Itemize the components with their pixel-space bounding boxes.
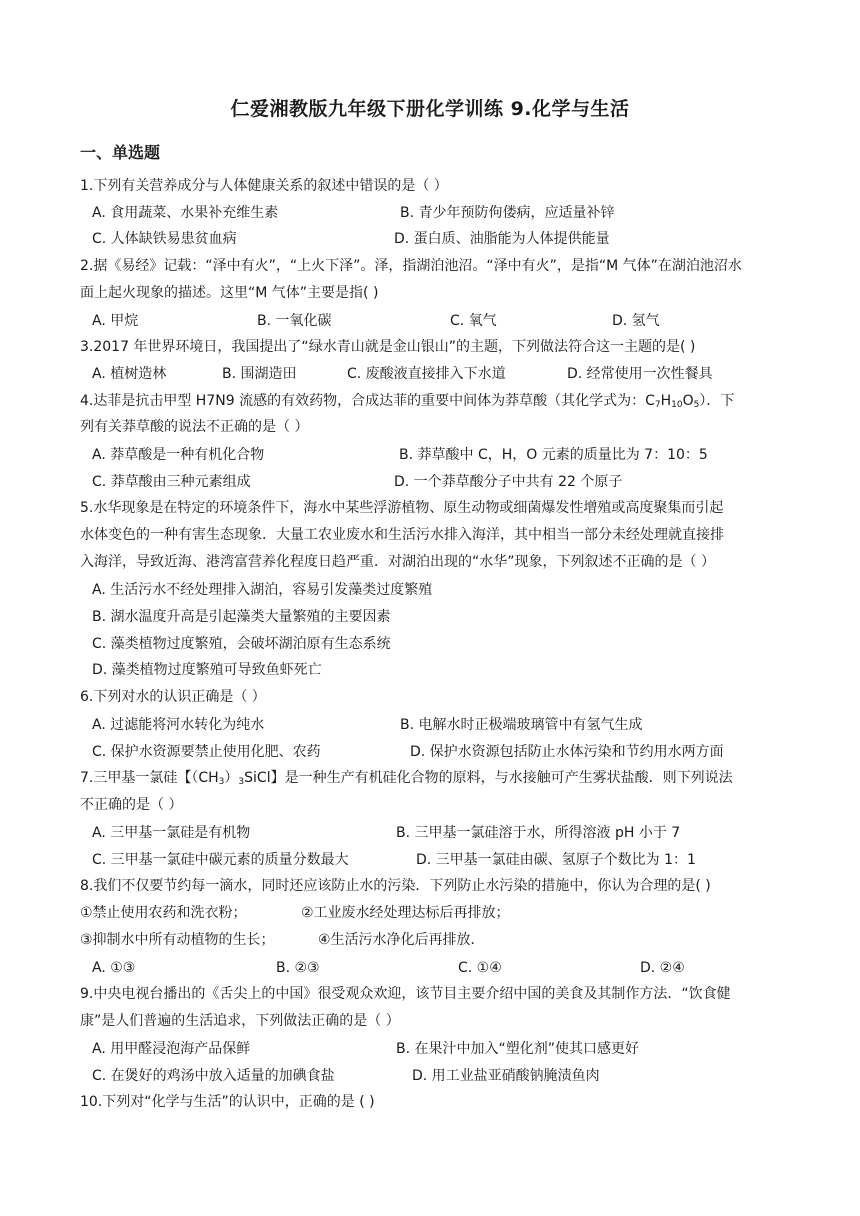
question-7-option-a: A. 三甲基一氯硅是有机物 xyxy=(92,825,251,841)
question-8-stem: 8.我们不仅要节约每一滴水，同时还应该防止水的污染．下列防止水污染的措施中，你认为合理的是( ) xyxy=(80,878,711,894)
question-9-option-b: B. 在果汁中加入“塑化剂”使其口感更好 xyxy=(396,1041,640,1057)
question-9-line-1: 9.中央电视台播出的《舌尖上的中国》很受观众欢迎，该节目主要介绍中国的美食及其制作方法．“饮食健 xyxy=(80,986,731,1002)
question-6-option-a: A. 过滤能将河水转化为纯水 xyxy=(92,717,265,733)
question-7-option-d: D. 三甲基一氯硅由碳、氢原子个数比为 1：1 xyxy=(416,852,696,868)
question-1-option-d: D. 蛋白质、油脂能为人体提供能量 xyxy=(394,231,610,247)
question-7-line-2: 不正确的是（ ） xyxy=(80,797,183,813)
question-4-option-b: B. 莽草酸中 C，H，O 元素的质量比为 7：10：5 xyxy=(399,447,708,463)
section-heading: 一、单选题 xyxy=(80,143,161,162)
question-9-option-d: D. 用工业盐亚硝酸钠腌渍鱼肉 xyxy=(412,1068,600,1084)
question-6-option-c: C. 保护水资源要禁止使用化肥、农药 xyxy=(92,744,321,760)
question-5-line-1: 5.水华现象是在特定的环境条件下，海水中某些浮游植物、原生动物或细菌爆发性增殖或高度聚集而引起 xyxy=(80,500,724,516)
question-6-option-b: B. 电解水时正极端玻璃管中有氢气生成 xyxy=(400,717,643,733)
question-1-option-c: C. 人体缺铁易患贫血病 xyxy=(92,231,237,247)
question-4-option-a: A. 莽草酸是一种有机化合物 xyxy=(92,447,265,463)
question-2-option-b: B. 一氧化碳 xyxy=(257,313,332,329)
question-3-option-b: B. 围湖造田 xyxy=(222,366,297,382)
question-1-stem: 1.下列有关营养成分与人体健康关系的叙述中错误的是（ ） xyxy=(80,178,448,194)
question-6-option-d: D. 保护水资源包括防止水体污染和节约用水两方面 xyxy=(410,744,724,760)
question-2-option-c: C. 氧气 xyxy=(450,313,497,329)
question-7-line-1: 7.三甲基一氯硅【$(CH_3)_3SiCl$】是一种生产有机硅化合物的原料，与水接触可产生雾状盐酸．则下列说法 xyxy=(80,770,733,787)
question-7-option-c: C. 三甲基一氯硅中碳元素的质量分数最大 xyxy=(92,852,349,868)
question-4-option-d: D. 一个莽草酸分子中共有 22 个原子 xyxy=(394,474,623,490)
question-4-option-c: C. 莽草酸由三种元素组成 xyxy=(92,474,251,490)
question-8-statement-3: ③抑制水中所有动植物的生长； xyxy=(80,932,275,948)
question-5-option-c: C. 藻类植物过度繁殖，会破坏湖泊原有生态系统 xyxy=(92,636,391,652)
question-6-stem: 6.下列对水的认识正确是（ ） xyxy=(80,689,266,705)
question-3-option-a: A. 植树造林 xyxy=(92,366,167,382)
question-3-option-d: D. 经常使用一次性餐具 xyxy=(567,366,713,382)
document-title: 仁爱湘教版九年级下册化学训练 9.化学与生活 xyxy=(230,98,630,120)
question-8-option-d: D. ②④ xyxy=(640,960,685,976)
question-8-option-a: A. ①③ xyxy=(92,960,136,976)
question-8-statement-1: ①禁止使用农药和洗衣粉； xyxy=(80,905,247,921)
question-9-option-a: A. 用甲醛浸泡海产品保鲜 xyxy=(92,1041,251,1057)
question-8-option-b: B. ②③ xyxy=(276,960,320,976)
question-8-statement-2: ②工业废水经处理达标后再排放； xyxy=(301,905,510,921)
question-5-option-d: D. 藻类植物过度繁殖可导致鱼虾死亡 xyxy=(92,662,322,678)
question-5-option-b: B. 湖水温度升高是引起藻类大量繁殖的主要因素 xyxy=(92,609,391,625)
question-4-line-2: 列有关莽草酸的说法不正确的是（ ） xyxy=(80,419,309,435)
question-5-line-2: 水体变色的一种有害生态现象．大量工农业废水和生活污水排入海洋，其中相当一部分未经处理就直接排 xyxy=(80,527,724,543)
question-10-stem: 10.下列对“化学与生活”的认识中，正确的是 ( ) xyxy=(80,1094,375,1110)
question-5-line-3: 入海洋，导致近海、港湾富营养化程度日趋严重．对湖泊出现的“水华”现象，下列叙述不正确的是（ ） xyxy=(80,554,715,570)
question-1-option-b: B. 青少年预防佝偻病，应适量补锌 xyxy=(400,205,615,221)
question-7-option-b: B. 三甲基一氯硅溶于水，所得溶液 pH 小于 7 xyxy=(396,825,681,841)
question-4-line-1: 4.达菲是抗击甲型 H7N9 流感的有效药物，合成达菲的重要中间体为莽草酸（其化学式为：$C_7H_{10}O_5$）．下 xyxy=(80,393,735,410)
question-3-option-c: C. 废酸液直接排入下水道 xyxy=(347,366,506,382)
question-5-option-a: A. 生活污水不经处理排入湖泊，容易引发藻类过度繁殖 xyxy=(92,582,433,598)
question-2-line-2: 面上起火现象的描述。这里“M 气体”主要是指( ) xyxy=(80,285,379,301)
question-3-stem: 3.2017 年世界环境日，我国提出了“绿水青山就是金山银山”的主题，下列做法符合这一主题的是( ) xyxy=(80,339,696,355)
question-9-line-2: 康”是人们普遍的生活追求，下列做法正确的是（ ） xyxy=(80,1013,400,1029)
question-2-option-a: A. 甲烷 xyxy=(92,313,139,329)
question-1-option-a: A. 食用蔬菜、水果补充维生素 xyxy=(92,205,279,221)
question-2-option-d: D. 氢气 xyxy=(612,313,660,329)
question-8-option-c: C. ①④ xyxy=(458,960,502,976)
question-2-line-1: 2.据《易经》记载：“泽中有火”，“上火下泽”。泽，指湖泊池沼。“泽中有火”，是指“M 气体”在湖泊池沼水 xyxy=(80,258,742,274)
question-9-option-c: C. 在煲好的鸡汤中放入适量的加碘食盐 xyxy=(92,1068,335,1084)
question-8-statement-4: ④生活污水净化后再排放． xyxy=(318,932,485,948)
